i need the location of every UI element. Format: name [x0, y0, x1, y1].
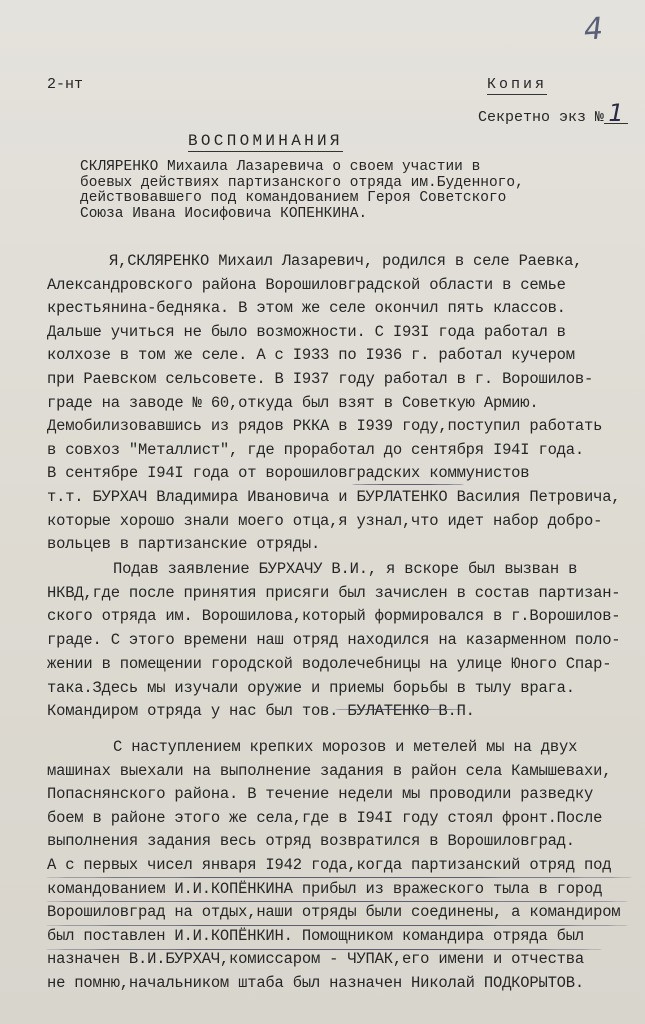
secret-label: Секретно экз №	[478, 109, 605, 126]
text-line: вольцев в партизанские отряды.	[47, 535, 321, 554]
ink-underline	[44, 925, 630, 926]
text-line: НКВД,где после принятия присяги был зачислен в состав партизан-	[47, 583, 621, 602]
copy-number: 1	[604, 103, 628, 124]
subtitle-line: боевых действиях партизанского отряда им.Буденного,	[80, 174, 524, 191]
ink-underline	[44, 901, 630, 902]
secret-stamp	[478, 99, 628, 127]
text-line: граде на заводе № 60,откуда был взят в Советкую Армию.	[47, 393, 539, 412]
text-line: крестьянина-бедняка. В этом же селе окончил пять классов.	[47, 299, 566, 318]
document-code: 2-нт	[47, 76, 84, 93]
text-line: Подав заявление БУРХАЧУ В.И., я вскоре был вызван в	[113, 560, 578, 578]
text-line: боем в районе этого же села,где в I94I году стоял фронт.После	[47, 808, 603, 827]
text-line: назначен В.И.БУРХАЧ,комиссаром - ЧУПАК,его имени и отчества	[47, 950, 584, 969]
text-line: которые хорошо знали моего отца,я узнал,что идет набор добро-	[47, 511, 603, 530]
text-line: командованием И.И.КОПЁНКИНА прибыл из вражеского тыла в город	[47, 879, 603, 898]
text-line: граде. С этого времени наш отряд находился на казарменном поло-	[47, 631, 621, 650]
text-line: жении в помещении городской водолечебницы на улице Юного Спар-	[47, 654, 612, 673]
text-line: ского отряда им. Ворошилова,который формировался в г.Ворошилов-	[47, 607, 621, 626]
text-line: А с первых чисел января I942 года,когда партизанский отряд под	[47, 855, 612, 874]
subtitle-line: СКЛЯРЕНКО Михаила Лазаревича о своем участии в	[80, 159, 481, 175]
text-line: не помню,начальником штаба был назначен Николай ПОДКОРЫТОВ.	[47, 973, 584, 992]
ink-underline	[352, 484, 464, 485]
text-line: был поставлен И.И.КОПЁНКИН. Помощником командира отряда был	[47, 926, 584, 945]
text-line: Демобилизовавшись из рядов РККА в I939 году,поступил работать	[47, 417, 603, 436]
text-line: В сентябре I94I года от ворошиловградских коммунистов	[47, 464, 530, 483]
text-line: Я,СКЛЯРЕНКО Михаил Лазаревич, родился в селе Раевка,	[109, 252, 583, 270]
ink-underline	[44, 949, 604, 950]
text-line: Попаснянского района. В течение недели мы проводили разведку	[47, 785, 594, 804]
text-line: в совхоз "Металлист", где проработал до сентября I94I года.	[47, 440, 584, 459]
subtitle-line: Союза Ивана Иосифовича КОПЕНКИНА.	[80, 205, 368, 222]
paragraph-3	[47, 736, 627, 996]
copy-label: Копия	[487, 76, 548, 93]
text-line: выполнения задания весь отряд возвратился в Ворошиловград.	[47, 832, 575, 851]
subtitle-line: действовавшего под командованием Героя Советского	[80, 190, 507, 206]
text-line: Дальше учиться не было возможности. С I93I года работал в	[47, 322, 566, 341]
paragraph-1	[47, 250, 627, 557]
ink-underline	[44, 877, 634, 878]
paragraph-2	[47, 558, 627, 724]
text-line: т.т. БУРХАЧ Владимира Ивановича и БУРЛАТЕНКО Василия Петровича,	[47, 487, 621, 506]
text-line: С наступлением крепких морозов и метелей мы на двух	[113, 738, 578, 756]
text-line: Командиром отряда у нас был тов. БУЛАТЕНКО В.П.	[47, 702, 475, 721]
handwritten-page-number: 4	[582, 11, 605, 48]
text-line: при Раевском сельсовете. В I937 году работал в г. Ворошилов-	[47, 369, 594, 388]
document-title: ВОСПОМИНАНИЯ	[188, 132, 343, 150]
text-line: колхозе в том же селе. А с I933 по I936 г. работал кучером	[47, 346, 575, 365]
ink-underline	[335, 709, 465, 710]
text-line: така.Здесь мы изучали оружие и приемы борьбы в тылу врага.	[47, 678, 575, 697]
text-line: машинах выехали на выполнение задания в район села Камышевахи,	[47, 761, 612, 780]
document-subtitle	[80, 160, 600, 222]
text-line: Ворошиловград на отдых,наши отряды были соединены, а командиром	[47, 903, 621, 922]
text-line: Александровского района Ворошиловградской области в семье	[47, 275, 566, 294]
